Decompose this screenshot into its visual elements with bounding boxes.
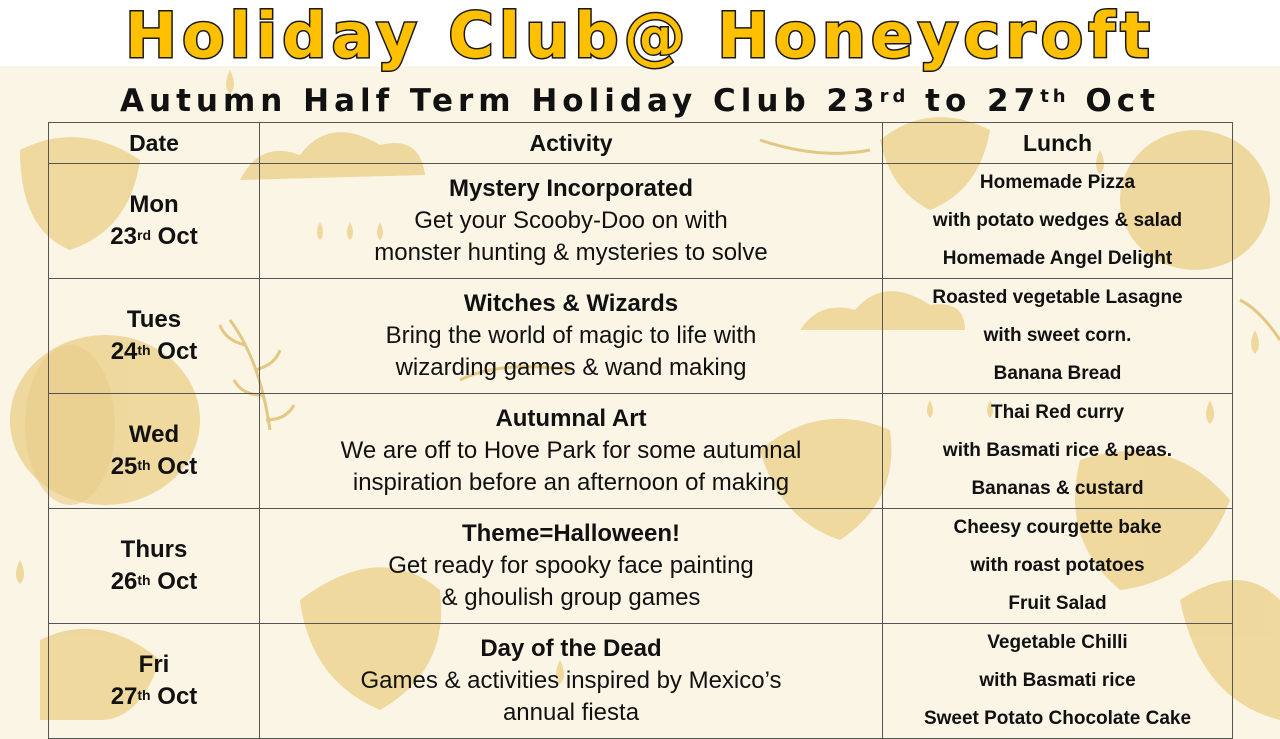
activity-title: Theme=Halloween! [461, 520, 681, 547]
header-lunch: Lunch [883, 123, 1233, 164]
lunch-item: with Basmati rice & peas. [942, 440, 1173, 461]
lunch-item: Bananas & custard [971, 478, 1144, 499]
lunch-item: Thai Red curry [990, 402, 1125, 423]
table-row [49, 164, 1233, 279]
lunch-item: Cheesy courgette bake [953, 517, 1162, 538]
lunch-item: Banana Bread [993, 363, 1122, 384]
activity-description: Get ready for spooky face painting [388, 552, 754, 579]
activity-cell [260, 394, 883, 509]
activity-description: wizarding games & wand making [395, 354, 747, 381]
lunch-cell [883, 624, 1233, 739]
activity-description: Games & activities inspired by Mexico’s [360, 667, 782, 694]
activity-cell [260, 509, 883, 624]
lunch-cell [883, 509, 1233, 624]
day-name: Tues [126, 306, 182, 333]
table-row [49, 394, 1233, 509]
activity-title: Mystery Incorporated [448, 175, 694, 202]
date-cell [49, 394, 260, 509]
date-cell [49, 279, 260, 394]
header-activity: Activity [260, 123, 883, 164]
table-row [49, 279, 1233, 394]
lunch-item: with potato wedges & salad [932, 210, 1183, 231]
day-name: Fri [138, 651, 170, 678]
date-cell [49, 624, 260, 739]
day-date: 27th Oct [110, 683, 198, 710]
day-name: Mon [129, 191, 179, 218]
activity-title: Day of the Dead [480, 635, 662, 662]
table-row [49, 509, 1233, 624]
day-date: 26th Oct [110, 568, 198, 595]
table-row [49, 624, 1233, 739]
lunch-item: Sweet Potato Chocolate Cake [923, 708, 1192, 729]
lunch-item: with sweet corn. [983, 325, 1132, 346]
activity-cell [260, 624, 883, 739]
table-header-row [49, 123, 1233, 164]
date-cell [49, 509, 260, 624]
day-date: 23rd Oct [110, 223, 198, 250]
day-date: 25th Oct [110, 453, 198, 480]
activity-description: We are off to Hove Park for some autumnal [340, 437, 802, 464]
lunch-item: Roasted vegetable Lasagne [932, 287, 1183, 308]
activity-description: Get your Scooby-Doo on with [414, 207, 728, 234]
activity-description: Bring the world of magic to life with [385, 322, 757, 349]
day-name: Wed [128, 421, 180, 448]
lunch-item: with Basmati rice [979, 670, 1136, 691]
activity-title: Autumnal Art [495, 405, 647, 432]
lunch-item: Homemade Angel Delight [942, 248, 1173, 269]
date-cell [49, 164, 260, 279]
lunch-item: with roast potatoes [970, 555, 1145, 576]
activity-description: & ghoulish group games [441, 584, 701, 611]
day-name: Thurs [120, 536, 188, 563]
lunch-cell [883, 394, 1233, 509]
activity-cell [260, 279, 883, 394]
header-date: Date [49, 123, 260, 164]
lunch-item: Vegetable Chilli [987, 632, 1128, 653]
activity-description: annual fiesta [502, 699, 640, 726]
page-title: Holiday Club@ Honeycroft [125, 0, 1155, 72]
schedule-table [48, 122, 1233, 739]
activity-title: Witches & Wizards [463, 290, 679, 317]
lunch-item: Fruit Salad [1008, 593, 1107, 614]
activity-cell [260, 164, 883, 279]
activity-description: inspiration before an afternoon of making [352, 469, 790, 496]
lunch-item: Homemade Pizza [979, 172, 1136, 193]
day-date: 24th Oct [110, 338, 198, 365]
page-subtitle: Autumn Half Term Holiday Club 23rd to 27th Oct [120, 83, 1160, 119]
activity-description: monster hunting & mysteries to solve [374, 239, 768, 266]
lunch-cell [883, 164, 1233, 279]
lunch-cell [883, 279, 1233, 394]
